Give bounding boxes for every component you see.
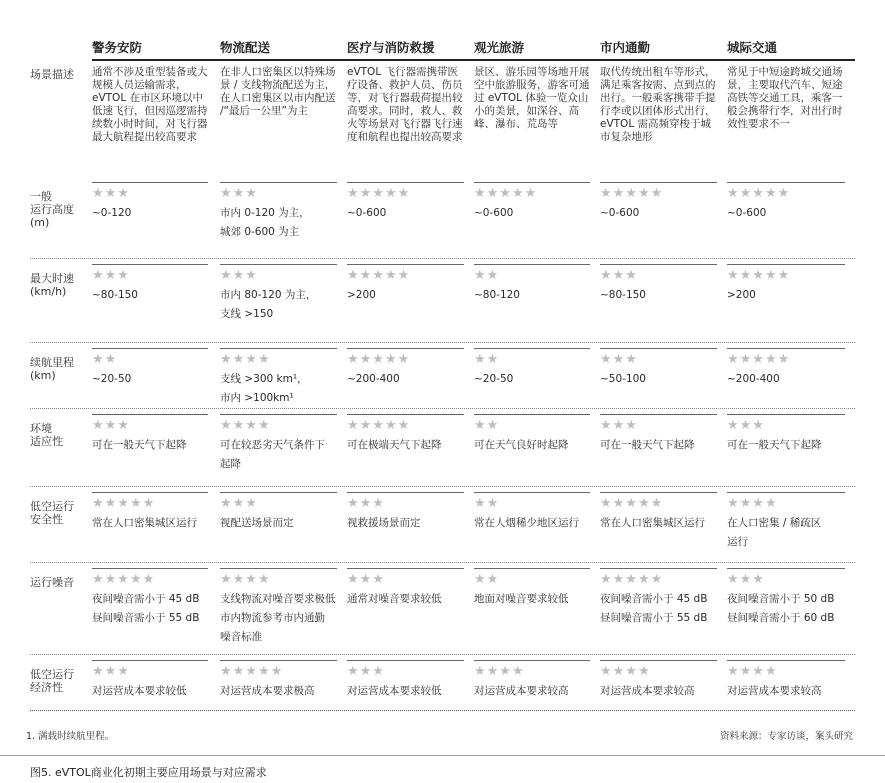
- cell-top-rule: [347, 660, 464, 661]
- star-rating: ★★: [474, 268, 500, 283]
- column-header: 物流配送: [220, 40, 271, 55]
- cell-text: 可在一般天气下起降: [92, 439, 187, 451]
- row-label: 续航里程 (km): [30, 356, 74, 382]
- star-rating: ★★★★★: [92, 496, 156, 511]
- star-rating: ★★★★★: [474, 186, 538, 201]
- cell-text: ~0-600: [347, 207, 387, 219]
- cell-text: 市内 0-120 为主， 城郊 0-600 为主: [220, 207, 310, 238]
- star-rating: ★★★★: [600, 664, 651, 679]
- star-rating: ★★★: [600, 418, 638, 433]
- cell-top-rule: [600, 264, 717, 265]
- cell-text: >200: [347, 289, 376, 301]
- cell-text: >200: [727, 289, 756, 301]
- star-rating: ★★★★★: [600, 572, 664, 587]
- figure-caption: 图5. eVTOL商业化初期主要应用场景与对应需求: [30, 766, 267, 779]
- row-label: 一般 运行高度 (m): [30, 190, 74, 229]
- cell-top-rule: [474, 568, 590, 569]
- cell-text: ~80-150: [600, 289, 646, 301]
- row-label: 低空运行 经济性: [30, 668, 74, 694]
- star-rating: ★★★★★: [220, 664, 284, 679]
- star-rating: ★★★★★: [347, 186, 411, 201]
- column-header: 观光旅游: [474, 40, 525, 55]
- cell-top-rule: [220, 660, 337, 661]
- column-header: 市内通勤: [600, 40, 651, 55]
- star-rating: ★★★★★: [727, 268, 791, 283]
- cell-top-rule: [92, 660, 208, 661]
- cell-top-rule: [474, 264, 590, 265]
- star-rating: ★★: [474, 352, 500, 367]
- cell-top-rule: [220, 568, 337, 569]
- star-rating: ★★★: [727, 572, 765, 587]
- row-separator: [30, 562, 855, 563]
- cell-text: 视救援场景而定: [347, 517, 421, 529]
- cell-top-rule: [474, 492, 590, 493]
- star-rating: ★★★: [600, 352, 638, 367]
- cell-text: ~200-400: [347, 373, 400, 385]
- cell-text: 可在一般天气下起降: [600, 439, 695, 451]
- cell-top-rule: [92, 414, 208, 415]
- star-rating: ★★: [474, 418, 500, 433]
- cell-text: 夜间噪音需小于 45 dB 昼间噪音需小于 55 dB: [600, 593, 708, 624]
- cell-top-rule: [727, 414, 845, 415]
- cell-top-rule: [474, 660, 590, 661]
- cell-text: 通常不涉及重型装备或大规模人员运输需求，eVTOL 在市区环境以中低速飞行，但因巡逻需持续数小时时间，对飞行器最大航程提出较高要求: [92, 66, 208, 143]
- cell-text: 常在人口密集城区运行: [600, 517, 705, 529]
- cell-top-rule: [727, 660, 845, 661]
- row-separator: [30, 342, 855, 343]
- star-rating: ★★★: [600, 268, 638, 283]
- star-rating: ★★★★★: [727, 186, 791, 201]
- cell-top-rule: [347, 492, 464, 493]
- source-note: 资料来源：专家访谈，案头研究: [719, 731, 853, 742]
- star-rating: ★★★: [220, 268, 258, 283]
- cell-top-rule: [347, 348, 464, 349]
- cell-top-rule: [727, 348, 845, 349]
- cell-top-rule: [474, 414, 590, 415]
- cell-top-rule: [727, 492, 845, 493]
- cell-top-rule: [220, 492, 337, 493]
- cell-text: 对运营成本要求较高: [727, 685, 822, 697]
- star-rating: ★★★★★: [600, 496, 664, 511]
- caption-divider: [0, 755, 885, 756]
- star-rating: ★★★: [220, 186, 258, 201]
- cell-text: ~80-150: [92, 289, 138, 301]
- cell-text: eVTOL 飞行器需携带医疗设备、救护人员、伤员等，对飞行器载荷提出较高要求。同时，救人、救火等场景对飞行器飞行速度和航程也提出较高要求: [347, 66, 463, 143]
- cell-top-rule: [92, 348, 208, 349]
- row-separator: [30, 710, 855, 711]
- star-rating: ★★★: [220, 496, 258, 511]
- cell-text: 可在天气良好时起降: [474, 439, 569, 451]
- cell-text: 对运营成本要求较高: [474, 685, 569, 697]
- star-rating: ★★★: [92, 268, 130, 283]
- cell-top-rule: [92, 568, 208, 569]
- column-header: 医疗与消防救援: [347, 40, 435, 55]
- cell-text: 通常对噪音要求较低: [347, 593, 442, 605]
- star-rating: ★★★: [347, 496, 385, 511]
- cell-top-rule: [92, 264, 208, 265]
- cell-top-rule: [727, 264, 845, 265]
- star-rating: ★★★: [92, 186, 130, 201]
- cell-text: ~0-120: [92, 207, 132, 219]
- cell-text: 在人口密集 / 稀疏区 运行: [727, 517, 822, 548]
- cell-top-rule: [474, 182, 590, 183]
- cell-text: ~0-600: [727, 207, 767, 219]
- star-rating: ★★: [92, 352, 118, 367]
- star-rating: ★★★★★: [92, 572, 156, 587]
- cell-top-rule: [220, 414, 337, 415]
- cell-top-rule: [727, 182, 845, 183]
- row-label: 低空运行 安全性: [30, 500, 74, 526]
- cell-text: ~0-600: [600, 207, 640, 219]
- cell-text: 可在较恶劣天气条件下 起降: [220, 439, 325, 470]
- cell-text: 常见于中短途跨城交通场景，主要取代汽车、短途高铁等交通工具，乘客一般会携带行李，对出行时效性要求不一: [727, 66, 843, 130]
- row-label: 最大时速 (km/h): [30, 272, 74, 298]
- cell-text: 地面对噪音要求较低: [474, 593, 569, 605]
- cell-top-rule: [600, 568, 717, 569]
- footnote: 1. 满载时续航里程。: [26, 731, 115, 742]
- cell-text: 市内 80-120 为主， 支线 >150: [220, 289, 317, 320]
- star-rating: ★★: [474, 496, 500, 511]
- cell-top-rule: [347, 414, 464, 415]
- cell-top-rule: [220, 348, 337, 349]
- cell-text: 支线 >300 km¹， 市内 >100km¹: [220, 373, 308, 404]
- cell-top-rule: [600, 660, 717, 661]
- cell-text: ~200-400: [727, 373, 780, 385]
- star-rating: ★★★: [347, 664, 385, 679]
- star-rating: ★★★★★: [347, 268, 411, 283]
- cell-top-rule: [347, 264, 464, 265]
- cell-text: 常在人口密集城区运行: [92, 517, 197, 529]
- row-separator: [30, 654, 855, 655]
- star-rating: ★★★★: [727, 664, 778, 679]
- column-header: 城际交通: [727, 40, 778, 55]
- cell-text: 对运营成本要求极高: [220, 685, 315, 697]
- star-rating: ★★★★★: [347, 352, 411, 367]
- star-rating: ★★★: [347, 572, 385, 587]
- cell-text: 夜间噪音需小于 50 dB 昼间噪音需小于 60 dB: [727, 593, 835, 624]
- cell-text: 对运营成本要求较高: [600, 685, 695, 697]
- star-rating: ★★★★★: [727, 352, 791, 367]
- cell-text: 支线物流对噪音要求极低 市内物流参考市内通勤 噪音标准: [220, 593, 336, 643]
- row-separator: [30, 408, 855, 409]
- cell-top-rule: [600, 414, 717, 415]
- cell-text: 对运营成本要求较低: [347, 685, 442, 697]
- cell-text: 景区、游乐园等场地开展空中旅游服务，游客可通过 eVTOL 体验一览众山小的美景，如深谷、高峰、瀑布、荒岛等: [474, 66, 590, 130]
- star-rating: ★★★★: [220, 352, 271, 367]
- cell-text: 可在极端天气下起降: [347, 439, 442, 451]
- cell-text: 常在人烟稀少地区运行: [474, 517, 579, 529]
- cell-text: 可在一般天气下起降: [727, 439, 822, 451]
- cell-top-rule: [600, 492, 717, 493]
- column-header: 警务安防: [92, 40, 143, 55]
- star-rating: ★★★★★: [600, 186, 664, 201]
- star-rating: ★★: [474, 572, 500, 587]
- star-rating: ★★★: [92, 418, 130, 433]
- cell-top-rule: [727, 568, 845, 569]
- star-rating: ★★★★: [220, 572, 271, 587]
- row-label: 环境 适应性: [30, 422, 63, 448]
- star-rating: ★★★★: [220, 418, 271, 433]
- star-rating: ★★★★: [474, 664, 525, 679]
- cell-top-rule: [347, 568, 464, 569]
- star-rating: ★★★: [92, 664, 130, 679]
- cell-text: ~80-120: [474, 289, 520, 301]
- cell-text: 视配送场景而定: [220, 517, 294, 529]
- cell-text: ~0-600: [474, 207, 514, 219]
- cell-text: 对运营成本要求较低: [92, 685, 187, 697]
- row-label: 场景描述: [30, 68, 74, 81]
- cell-top-rule: [600, 348, 717, 349]
- row-separator: [30, 486, 855, 487]
- cell-top-rule: [347, 182, 464, 183]
- cell-top-rule: [474, 348, 590, 349]
- cell-text: ~20-50: [92, 373, 132, 385]
- cell-text: 取代传统出租车等形式，满足乘客按需、点到点的出行。一般乘客携带手提行李或以团体形式出行，eVTOL 需高频穿梭于城市复杂地形: [600, 66, 716, 143]
- cell-text: ~20-50: [474, 373, 514, 385]
- row-label: 运行噪音: [30, 576, 74, 589]
- row-separator: [30, 258, 855, 259]
- cell-top-rule: [220, 264, 337, 265]
- cell-top-rule: [92, 492, 208, 493]
- star-rating: ★★★: [727, 418, 765, 433]
- star-rating: ★★★★★: [347, 418, 411, 433]
- cell-top-rule: [220, 182, 337, 183]
- cell-top-rule: [600, 182, 717, 183]
- cell-text: ~50-100: [600, 373, 646, 385]
- cell-top-rule: [92, 182, 208, 183]
- cell-text: 在非人口密集区以特殊场景 / 支线物流配送为主，在人口密集区以市内配送 /“最后一公里”为主: [220, 66, 336, 117]
- star-rating: ★★★★: [727, 496, 778, 511]
- header-rule: [92, 59, 855, 61]
- cell-text: 夜间噪音需小于 45 dB 昼间噪音需小于 55 dB: [92, 593, 200, 624]
